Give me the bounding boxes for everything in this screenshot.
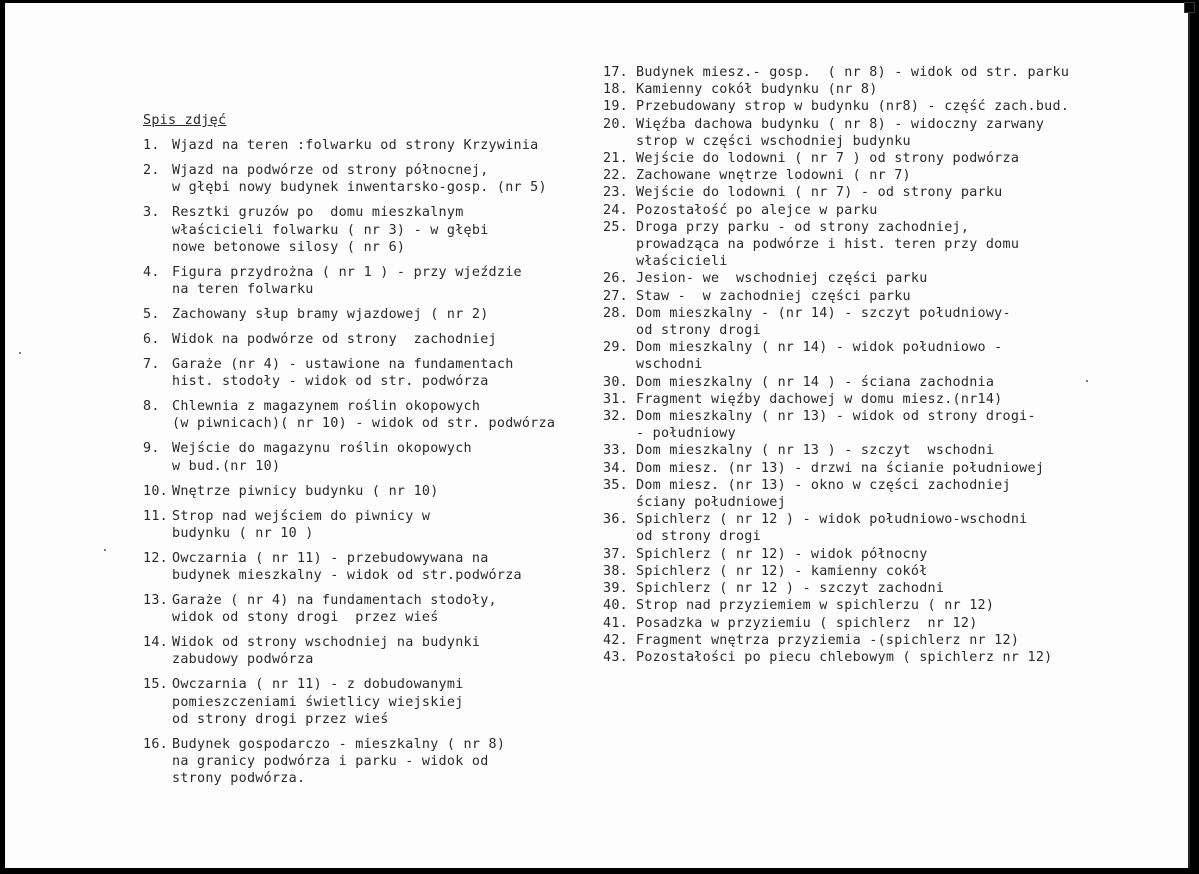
item-text-line: Garaże ( nr 4) na fundamentach stodoły, — [172, 593, 497, 609]
item-text-line: Dom mieszkalny ( nr 13 ) - szczyt wschodni — [636, 443, 995, 459]
list-item — [143, 736, 563, 788]
item-text-line: na granicy podwórza i parku - widok od — [172, 754, 489, 770]
item-text-line: Przebudowany strop w budynku (nr8) - część zach.bud. — [636, 99, 1070, 115]
item-text-line: Spichlerz ( nr 12 ) - widok południowo-wschodni — [636, 512, 1028, 528]
item-number: 4. — [143, 264, 160, 280]
item-text-line: prowadząca na podwórze i hist. teren przy domu — [636, 237, 1020, 253]
item-text-line: od strony drogi — [636, 529, 761, 545]
left-column — [143, 112, 563, 795]
item-number: 35. — [603, 477, 628, 493]
item-number: 7. — [143, 357, 160, 373]
document-title: Spis zdjęć — [143, 113, 227, 128]
list-item — [603, 270, 1083, 287]
item-number: 14. — [143, 635, 168, 651]
item-number: 19. — [603, 99, 628, 115]
item-number: 39. — [603, 581, 628, 597]
item-number: 5. — [143, 307, 160, 323]
item-text-line: (w piwnicach)( nr 10) - widok od str. podwórza — [172, 416, 556, 432]
list-item — [143, 204, 563, 256]
item-number: 1. — [143, 138, 160, 154]
item-number: 36. — [603, 512, 628, 528]
item-text-line: Owczarnia ( nr 11) - z dobudowanymi — [172, 677, 464, 693]
item-number: 26. — [603, 271, 628, 287]
item-number: 18. — [603, 82, 628, 98]
list-item — [143, 331, 563, 348]
scan-border-top — [0, 0, 1199, 3]
photo-list-left — [143, 137, 563, 787]
list-item — [603, 408, 1083, 442]
item-text-line: Wejście do magazynu roślin okopowych — [172, 441, 472, 457]
item-text-line: Spichlerz ( nr 12) - kamienny cokół — [636, 563, 928, 579]
item-number: 34. — [603, 460, 628, 476]
list-item — [143, 508, 563, 542]
item-text-line: wschodni — [636, 357, 703, 373]
item-number: 13. — [143, 593, 168, 609]
item-text-line: Pozostałości po piecu chlebowym ( spichlerz nr 12) — [636, 649, 1053, 665]
list-item — [603, 305, 1083, 339]
list-item — [143, 356, 563, 390]
item-text-line: Dom mieszkalny ( nr 14) - widok południowo - — [636, 340, 1003, 356]
list-item — [143, 634, 563, 668]
item-number: 41. — [603, 615, 628, 631]
item-text-line: zabudowy podwórza — [172, 652, 314, 668]
scan-speck — [1086, 380, 1088, 382]
item-text-line: Resztki gruzów po domu mieszkalnym — [172, 205, 464, 221]
item-text-line: budynek mieszkalny - widok od str.podwórza — [172, 568, 522, 584]
item-text-line: Staw - w zachodniej części parku — [636, 288, 911, 304]
scan-border-left — [0, 0, 5, 874]
item-text-line: Zachowany słup bramy wjazdowej ( nr 2) — [172, 307, 489, 323]
list-item — [603, 150, 1083, 167]
list-item — [603, 615, 1083, 632]
item-text-line: Wejście do lodowni ( nr 7) - od strony parku — [636, 185, 1003, 201]
item-number: 20. — [603, 116, 628, 132]
item-number: 32. — [603, 409, 628, 425]
item-number: 15. — [143, 677, 168, 693]
item-text-line: właścicieli folwarku ( nr 3) - w głębi — [172, 222, 489, 238]
item-text-line: w głębi nowy budynek inwentarsko-gosp. (nr 5) — [172, 180, 547, 196]
list-item — [143, 483, 563, 500]
item-text-line: ściany południowej — [636, 495, 786, 511]
item-number: 2. — [143, 163, 160, 179]
item-number: 24. — [603, 202, 628, 218]
item-text-line: Droga przy parku - od strony zachodniej, — [636, 219, 970, 235]
list-item — [603, 288, 1083, 305]
list-item — [603, 167, 1083, 184]
item-number: 42. — [603, 632, 628, 648]
list-item — [143, 676, 563, 728]
item-number: 30. — [603, 374, 628, 390]
list-item — [603, 580, 1083, 597]
item-text-line: Dom mieszkalny ( nr 14 ) - ściana zachodnia — [636, 374, 995, 390]
list-item — [603, 219, 1083, 271]
item-number: 9. — [143, 441, 160, 457]
list-item — [603, 511, 1083, 545]
item-text-line: Spichlerz ( nr 12 ) - szczyt zachodni — [636, 581, 945, 597]
item-number: 38. — [603, 563, 628, 579]
list-item — [603, 477, 1083, 511]
item-text-line: pomieszczeniami świetlicy wiejskiej — [172, 694, 464, 710]
item-text-line: Dom mieszkalny ( nr 13) - widok od strony drogi- — [636, 409, 1036, 425]
list-item — [603, 391, 1083, 408]
item-number: 3. — [143, 205, 160, 221]
photo-list-right — [603, 64, 1083, 666]
item-text-line: Dom miesz. (nr 13) - drzwi na ścianie południowej — [636, 460, 1045, 476]
list-item — [603, 339, 1083, 373]
item-text-line: Więźba dachowa budynku ( nr 8) - widoczny zarwany — [636, 116, 1045, 132]
item-text-line: Wejście do lodowni ( nr 7 ) od strony podwórza — [636, 151, 1020, 167]
item-text-line: Chlewnia z magazynem roślin okopowych — [172, 399, 481, 415]
item-number: 8. — [143, 399, 160, 415]
item-text-line: Widok od strony wschodniej na budynki — [172, 635, 481, 651]
item-text-line: Spichlerz ( nr 12) - widok północny — [636, 546, 928, 562]
item-text-line: Strop nad przyziemiem w spichlerzu ( nr 12) — [636, 598, 995, 614]
list-item — [603, 184, 1083, 201]
scan-speck — [19, 352, 21, 354]
item-text-line: Budynek miesz.- gosp. ( nr 8) - widok od str. parku — [636, 65, 1070, 80]
item-text-line: na teren folwarku — [172, 282, 314, 298]
list-item — [603, 98, 1083, 115]
item-number: 29. — [603, 340, 628, 356]
list-item — [603, 81, 1083, 98]
list-item — [603, 563, 1083, 580]
item-text-line: od strony drogi przez wieś — [172, 711, 389, 727]
list-item — [143, 592, 563, 626]
item-text-line: strony podwórza. — [172, 771, 306, 787]
item-text-line: Dom mieszkalny - (nr 14) - szczyt południowy- — [636, 305, 1011, 321]
item-number: 17. — [603, 65, 628, 80]
item-number: 27. — [603, 288, 628, 304]
item-number: 25. — [603, 219, 628, 235]
item-text-line: Strop nad wejściem do piwnicy w — [172, 508, 431, 524]
item-text-line: budynku ( nr 10 ) — [172, 525, 314, 541]
list-item — [603, 546, 1083, 563]
item-text-line: Owczarnia ( nr 11) - przebudowywana na — [172, 550, 489, 566]
item-number: 43. — [603, 649, 628, 665]
list-item — [603, 649, 1083, 666]
item-number: 11. — [143, 508, 168, 524]
list-item — [603, 597, 1083, 614]
list-item — [143, 398, 563, 432]
item-text-line: Kamienny cokół budynku (nr 8) — [636, 82, 878, 98]
item-number: 33. — [603, 443, 628, 459]
list-item — [143, 440, 563, 474]
item-text-line: hist. stodoły - widok od str. podwórza — [172, 374, 489, 390]
item-number: 12. — [143, 550, 168, 566]
item-number: 21. — [603, 151, 628, 167]
scan-border-bottom — [0, 868, 1199, 874]
item-text-line: Posadzka w przyziemiu ( spichlerz nr 12) — [636, 615, 978, 631]
list-item — [143, 162, 563, 196]
item-text-line: Figura przydrożna ( nr 1 ) - przy wjeździe — [172, 264, 522, 280]
item-text-line: Garaże (nr 4) - ustawione na fundamentach — [172, 357, 514, 373]
list-item — [143, 264, 563, 298]
item-text-line: Wjazd na teren :folwarku od strony Krzywinia — [172, 138, 539, 154]
item-text-line: Wjazd na podwórze od strony północnej, — [172, 163, 489, 179]
list-item — [143, 137, 563, 154]
item-number: 22. — [603, 168, 628, 184]
list-item — [603, 374, 1083, 391]
item-text-line: Fragment więźby dachowej w domu miesz.(nr14) — [636, 391, 1003, 407]
item-text-line: Dom miesz. (nr 13) - okno w części zachodniej — [636, 477, 1011, 493]
item-number: 23. — [603, 185, 628, 201]
list-item — [603, 64, 1083, 81]
item-text-line: od strony drogi — [636, 323, 761, 339]
scan-speck — [104, 549, 106, 551]
item-text-line: Wnętrze piwnicy budynku ( nr 10) — [172, 483, 439, 499]
item-number: 10. — [143, 483, 168, 499]
item-number: 40. — [603, 598, 628, 614]
item-number: 6. — [143, 332, 160, 348]
list-item — [603, 632, 1083, 649]
item-text-line: widok od stony drogi przez wieś — [172, 610, 439, 626]
item-number: 31. — [603, 391, 628, 407]
item-text-line: Fragment wnętrza przyziemia -(spichlerz nr 12) — [636, 632, 1020, 648]
list-item — [603, 442, 1083, 459]
list-item — [603, 116, 1083, 150]
list-item — [603, 202, 1083, 219]
item-text-line: strop w części wschodniej budynku — [636, 133, 911, 149]
item-text-line: nowe betonowe silosy ( nr 6) — [172, 239, 406, 255]
item-text-line: - południowy — [636, 426, 736, 442]
right-column — [603, 64, 1083, 666]
item-number: 16. — [143, 736, 168, 752]
item-number: 28. — [603, 305, 628, 321]
item-text-line: Widok na podwórze od strony zachodniej — [172, 332, 497, 348]
item-text-line: Budynek gospodarczo - mieszkalny ( nr 8) — [172, 736, 506, 752]
item-number: 37. — [603, 546, 628, 562]
corner-marker — [1184, 2, 1195, 13]
item-text-line: Pozostałość po alejce w parku — [636, 202, 878, 218]
item-text-line: w bud.(nr 10) — [172, 458, 281, 474]
item-text-line: Jesion- we wschodniej części parku — [636, 271, 928, 287]
list-item — [143, 550, 563, 584]
item-text-line: Zachowane wnętrze lodowni ( nr 7) — [636, 168, 911, 184]
list-item — [143, 306, 563, 323]
list-item — [603, 460, 1083, 477]
item-text-line: właścicieli — [636, 254, 728, 270]
